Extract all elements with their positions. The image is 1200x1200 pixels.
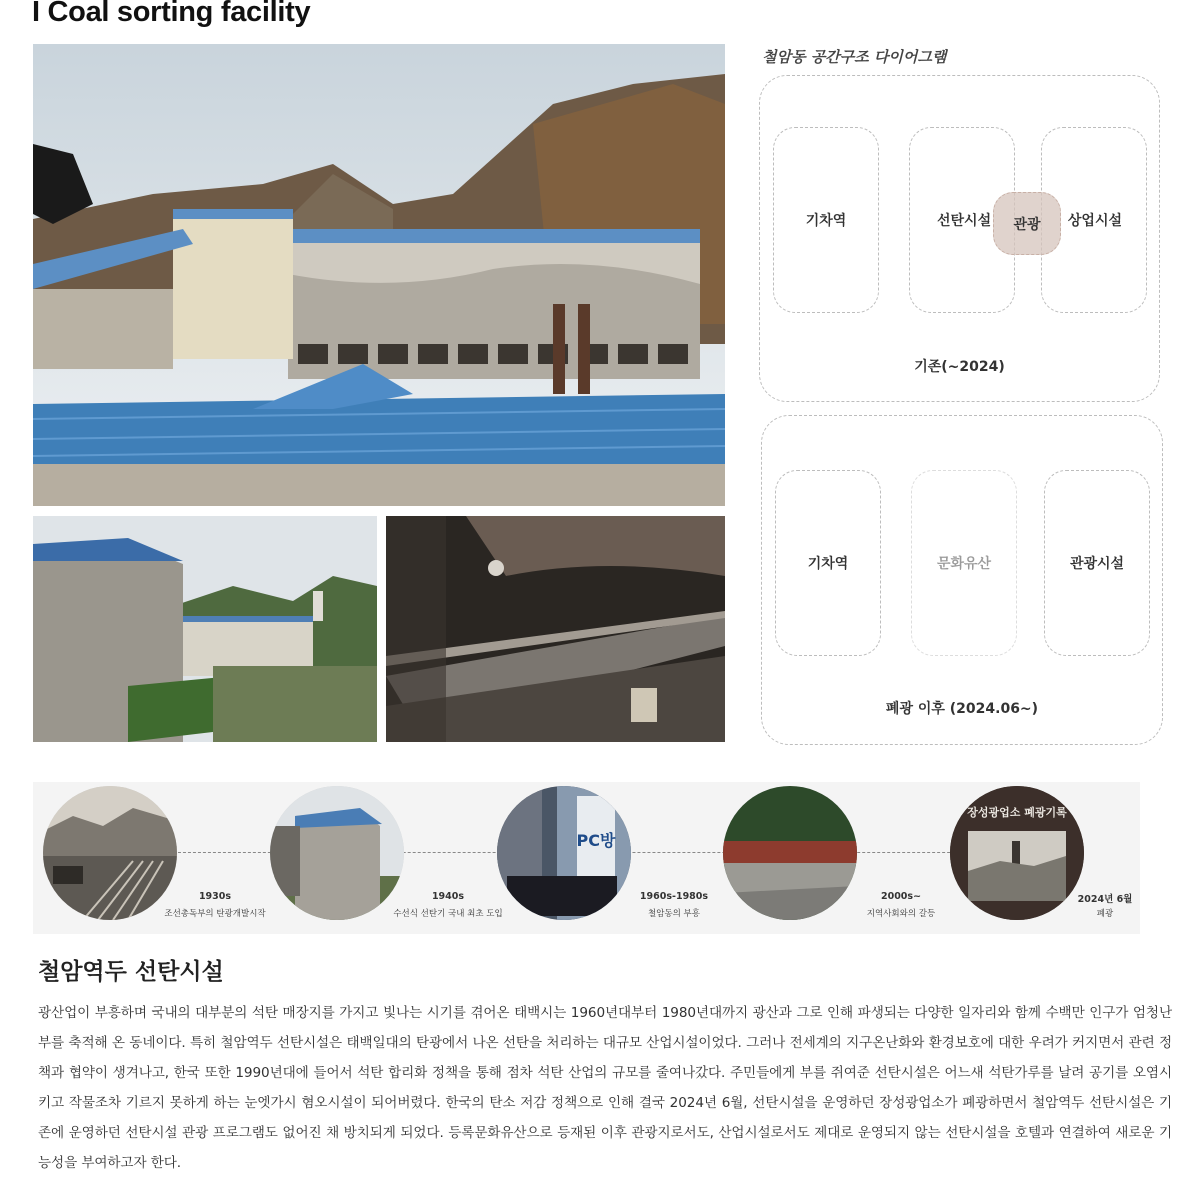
timeline-desc-1960s: 철암동의 부흥 (648, 909, 700, 919)
diagram-before-train-station: 기차역 (773, 127, 879, 313)
timeline-photo-1940s (270, 786, 404, 920)
coal-facility-main-photo (33, 44, 725, 506)
page-title: I Coal sorting facility (32, 0, 311, 28)
timeline-desc-2024: 폐광 (1096, 909, 1114, 919)
diagram-before-caption: 기존(~2024) (914, 359, 1005, 375)
history-timeline (33, 782, 1140, 934)
conveyor-interior-photo (386, 516, 725, 742)
diagram-before-coal-facility: 선탄시설 (909, 127, 1015, 313)
timeline-desc-1930s: 조선총독부의 탄광개발시작 (164, 909, 266, 919)
timeline-year-1940s: 1940s (431, 891, 465, 902)
closure-record-text: 장성광업소 폐광기록 (967, 806, 1067, 819)
timeline-year-2000s: 2000s~ (880, 891, 922, 902)
timeline-photo-2024 (950, 786, 1084, 920)
diagram-after-cultural-heritage: 문화유산 (911, 470, 1017, 656)
diagram-before-tourism-overlap: 관광 (993, 192, 1061, 255)
timeline-desc-2000s: 지역사회와의 갈등 (866, 909, 936, 919)
pc-room-sign-text: PC방 (576, 831, 616, 850)
diagram-after-train-station: 기차역 (775, 470, 881, 656)
timeline-photo-2000s (723, 786, 857, 920)
section-body-text: 광산업이 부흥하며 국내의 대부분의 석탄 매장지를 가지고 빛나는 시기를 겪어온 태백시는 1960년대부터 1980년대까지 광산과 그로 인해 파생되는 다양한 일자리와 함께 수백만 인구가 엄청난 부를 축적해 온 동네이다. 특히 철암역두 선탄시설은 태백일대의 탄광에서 나온 선탄을 처리하는 대규모 산업시설이었다. 그러나 전세계의 지구온난화와 환경보호에 대한 우려가 커지면서 관련 정책과 협약이 생겨나고, 한국 또한 1990년대에 들어서 석탄 합리화 정책을 통해 점차 석탄 산업의 규모를 줄여나갔다. 주민들에게 부를 쥐여준 선탄시설은 어느새 석탄가루를 날려 공기를 오염시키고 작물조차 기르지 못하게 하는 눈엣가시 혐오시설이 되어버렸다. 한국의 탄소 저감 정책으로 인해 결국 2024년 6월, 선탄시설을 운영하던 장성광업소가 폐광하면서 철암역두 선탄시설은 기존에 운영하던 선탄시설 관광 프로그램도 없어진 채 방치되게 되었다. 등록문화유산으로 등재된 이후 관광지로서도, 산업시설로서도 제대로 운영되지 않는 선탄시설을 호텔과 연결하여 새로운 기능성을 부여하고자 한다. (38, 1005, 1172, 1171)
diagram-title: 철암동 공간구조 다이어그램 (762, 48, 947, 66)
silo-photo (33, 516, 377, 742)
timeline-photo-1930s (43, 786, 177, 920)
diagram-after-tourism: 관광시설 (1044, 470, 1150, 656)
diagram-before-commercial: 상업시설 (1041, 127, 1147, 313)
timeline-year-1930s: 1930s (198, 891, 232, 902)
timeline-photo-1960s (497, 786, 631, 920)
timeline-year-2024: 2024년 6월 (1077, 894, 1133, 905)
diagram-after-caption: 폐광 이후 (2024.06~) (885, 701, 1039, 717)
section-heading: 철암역두 선탄시설 (38, 959, 224, 985)
timeline-year-1960s: 1960s-1980s (639, 891, 709, 902)
timeline-desc-1940s: 수선식 선탄기 국내 최초 도입 (393, 909, 503, 919)
